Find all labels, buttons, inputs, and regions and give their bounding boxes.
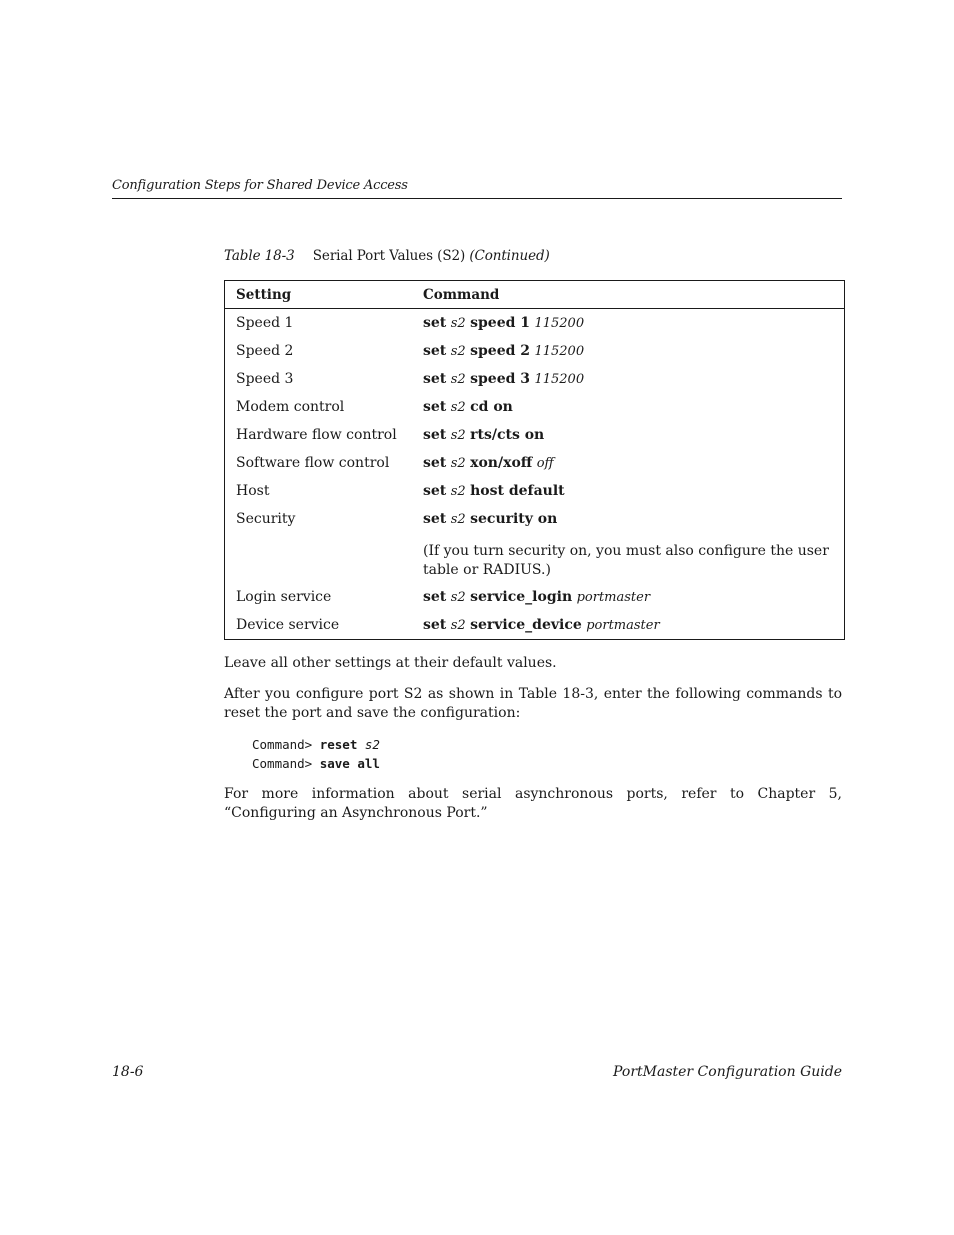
cmd-set: set [423, 589, 447, 605]
cmd-set: set [423, 483, 447, 499]
table-row [225, 483, 844, 511]
code-command: save all [319, 756, 380, 771]
cmd-keyword: speed 1 [470, 315, 531, 331]
running-head: Configuration Steps for Shared Device Access [112, 178, 408, 193]
code-command: reset [319, 737, 358, 752]
cmd-keyword: service_login [470, 589, 573, 605]
setting-cell: Security [236, 511, 296, 527]
header-rule [112, 198, 842, 199]
command-cell [423, 399, 513, 415]
cmd-set: set [423, 427, 447, 443]
cmd-set: set [423, 315, 447, 331]
setting-cell: Hardware flow control [236, 427, 397, 443]
cmd-port: s2 [450, 316, 466, 331]
command-cell [423, 483, 565, 499]
cmd-keyword: xon/xoff [470, 455, 533, 471]
cmd-set: set [423, 371, 447, 387]
code-arg: s2 [364, 737, 380, 752]
cmd-arg: off [536, 456, 554, 471]
cmd-keyword: service_device [470, 617, 582, 633]
table-row [225, 617, 844, 645]
cmd-set: set [423, 455, 447, 471]
setting-cell: Software flow control [236, 455, 390, 471]
cmd-keyword: host default [470, 483, 565, 499]
table-caption-number: Table 18-3 [224, 248, 295, 264]
table-row [225, 371, 844, 399]
cmd-port: s2 [450, 372, 466, 387]
security-note: (If you turn security on, you must also configure the user table or RADIUS.) [423, 543, 829, 578]
code-prompt: Command> [252, 737, 320, 752]
command-cell [423, 455, 554, 471]
command-cell [423, 511, 557, 527]
cmd-port: s2 [450, 618, 466, 633]
cmd-keyword: speed 2 [470, 343, 531, 359]
setting-cell: Login service [236, 589, 332, 605]
setting-cell: Speed 2 [236, 343, 294, 359]
cmd-keyword: cd on [470, 399, 513, 415]
serial-port-values-table [224, 280, 845, 640]
cmd-port: s2 [450, 512, 466, 527]
cmd-port: s2 [450, 428, 466, 443]
table-caption [224, 248, 550, 264]
cmd-arg: 115200 [534, 316, 585, 331]
cmd-port: s2 [450, 590, 466, 605]
command-cell [423, 589, 650, 605]
command-cell [423, 427, 544, 443]
table-row [225, 511, 844, 539]
table-caption-continued: (Continued) [469, 248, 550, 264]
cmd-set: set [423, 617, 447, 633]
code-line [252, 735, 380, 754]
setting-cell: Speed 1 [236, 315, 294, 331]
code-line [252, 754, 380, 773]
cmd-port: s2 [450, 484, 466, 499]
table-row [225, 315, 844, 343]
table-header-rule [225, 308, 844, 309]
cmd-set: set [423, 343, 447, 359]
cmd-port: s2 [450, 400, 466, 415]
code-prompt: Command> [252, 756, 320, 771]
setting-cell: Modem control [236, 399, 345, 415]
cmd-port: s2 [450, 344, 466, 359]
cmd-arg: portmaster [586, 618, 660, 633]
cmd-set: set [423, 399, 447, 415]
table-row [225, 589, 844, 617]
body-paragraph: Leave all other settings at their default values. [224, 655, 557, 671]
cmd-set: set [423, 511, 447, 527]
setting-cell: Speed 3 [236, 371, 294, 387]
table-row [225, 455, 844, 483]
cmd-keyword: speed 3 [470, 371, 531, 387]
page-number: 18-6 [112, 1064, 144, 1080]
body-paragraph: For more information about serial asynchronous ports, refer to Chapter 5, “Configuring an Asynchronous Port.” [224, 786, 842, 821]
body-paragraph: After you configure port S2 as shown in Table 18-3, enter the following commands to reset the port and save the configuration: [224, 686, 842, 721]
cmd-arg: 115200 [534, 372, 585, 387]
command-cell [423, 315, 584, 331]
setting-cell: Host [236, 483, 270, 499]
cmd-keyword: security on [470, 511, 558, 527]
command-cell [423, 343, 584, 359]
column-header-setting: Setting [236, 287, 292, 303]
cmd-keyword: rts/cts on [470, 427, 545, 443]
table-row [225, 399, 844, 427]
cmd-arg: portmaster [576, 590, 651, 605]
book-title: PortMaster Configuration Guide [613, 1064, 842, 1080]
command-cell [423, 617, 660, 633]
table-row [225, 343, 844, 371]
column-header-command: Command [423, 287, 500, 303]
table-row [225, 427, 844, 455]
cmd-arg: 115200 [534, 344, 585, 359]
setting-cell: Device service [236, 617, 340, 633]
command-cell [423, 371, 584, 387]
table-caption-title: Serial Port Values (S2) [312, 248, 466, 264]
cmd-port: s2 [450, 456, 466, 471]
